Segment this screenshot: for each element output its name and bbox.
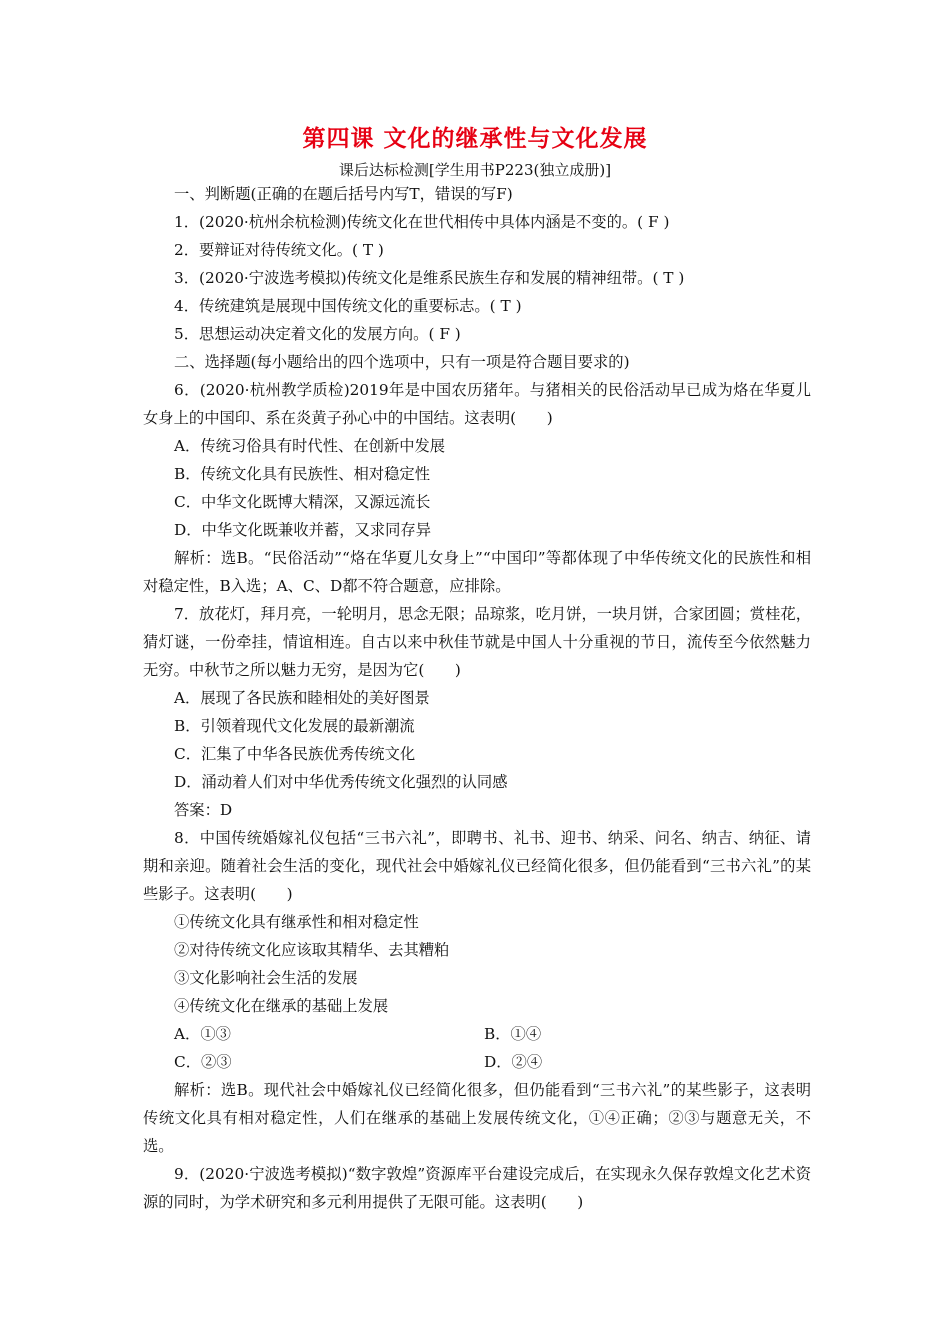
question-8-item-2: ②对待传统文化应该取其精华、去其糟粕 [174,941,450,959]
question-6-option-b: B．传统文化具有民族性、相对稳定性 [174,465,430,483]
question-8-options-row-2 [143,1048,811,1076]
question-8-stem: 8．中国传统婚嫁礼仪包括“三书六礼”，即聘书、礼书、迎书、纳采、问名、纳吉、纳征、请期和亲迎。随着社会生活的变化，现代社会中婚嫁礼仪已经简化很多，但仍能看到“三书六礼”的某些影子。这表明( ) [143,829,811,903]
question-7-option-d: D．涌动着人们对中华优秀传统文化强烈的认同感 [174,773,508,791]
question-8-item-4: ④传统文化在继承的基础上发展 [174,997,389,1015]
question-9-stem: 9．(2020·宁波选考模拟)“数字敦煌”资源库平台建设完成后，在实现永久保存敦煌文化艺术资源的同时，为学术研究和多元利用提供了无限可能。这表明( ) [143,1165,811,1211]
page-title: 第四课 文化的继承性与文化发展 [302,125,648,152]
question-6-analysis: 解析：选B。“民俗活动”“烙在华夏儿女身上”“中国印”等都体现了中华传统文化的民族性和相对稳定性，B入选；A、C、D都不符合题意，应排除。 [143,549,811,595]
question-8-option-a: A．①③ [174,1025,231,1043]
question-7-option-c: C．汇集了中华各民族优秀传统文化 [174,745,416,763]
page-subtitle: 课后达标检测[学生用书P223(独立成册)] [338,161,612,179]
document-body [143,180,811,1216]
question-6-option-a: A．传统习俗具有时代性、在创新中发展 [174,437,446,455]
question-6-option-d: D．中华文化既兼收并蓄，又求同存异 [174,521,432,539]
tf-question-4: 4．传统建筑是展现中国传统文化的重要标志。( T ) [174,297,522,315]
question-6-option-c: C．中华文化既博大精深，又源远流长 [174,493,431,511]
question-7-answer: 答案：D [174,801,233,819]
question-8-option-c: C．②③ [174,1053,232,1071]
question-6-stem: 6．(2020·杭州教学质检)2019年是中国农历猪年。与猪相关的民俗活动早已成为烙在华夏儿女身上的中国印、系在炎黄子孙心中的中国结。这表明( ) [143,381,811,427]
question-8-analysis: 解析：选B。现代社会中婚嫁礼仪已经简化很多，但仍能看到“三书六礼”的某些影子，这表明传统文化具有相对稳定性，人们在继承的基础上发展传统文化，①④正确；②③与题意无关，不选。 [143,1081,811,1155]
section-heading-true-false: 一、判断题(正确的在题后括号内写T，错误的写F) [174,185,513,203]
question-8-item-3: ③文化影响社会生活的发展 [174,969,358,987]
tf-question-1: 1．(2020·杭州余杭检测)传统文化在世代相传中具体内涵是不变的。( F ) [174,213,670,231]
question-7-option-a: A．展现了各民族和睦相处的美好图景 [174,689,430,707]
question-8-option-b: B．①④ [484,1025,542,1043]
question-7-stem: 7．放花灯，拜月亮，一轮明月，思念无限；品琼浆，吃月饼，一块月饼，合家团圆；赏桂花，猜灯谜，一份牵挂，情谊相连。自古以来中秋佳节就是中国人十分重视的节日，流传至今依然魅力无穷。中秋节之所以魅力无穷，是因为它( ) [143,605,811,679]
question-8-options-row-1 [143,1020,811,1048]
tf-question-3: 3．(2020·宁波选考模拟)传统文化是维系民族生存和发展的精神纽带。( T ) [174,269,685,287]
tf-question-2: 2．要辩证对待传统文化。( T ) [174,241,384,259]
question-8-item-1: ①传统文化具有继承性和相对稳定性 [174,913,419,931]
question-7-option-b: B．引领着现代文化发展的最新潮流 [174,717,415,735]
question-8-option-d: D．②④ [484,1053,543,1071]
section-heading-choice: 二、选择题(每小题给出的四个选项中，只有一项是符合题目要求的) [174,353,630,371]
tf-question-5: 5．思想运动决定着文化的发展方向。( F ) [174,325,461,343]
